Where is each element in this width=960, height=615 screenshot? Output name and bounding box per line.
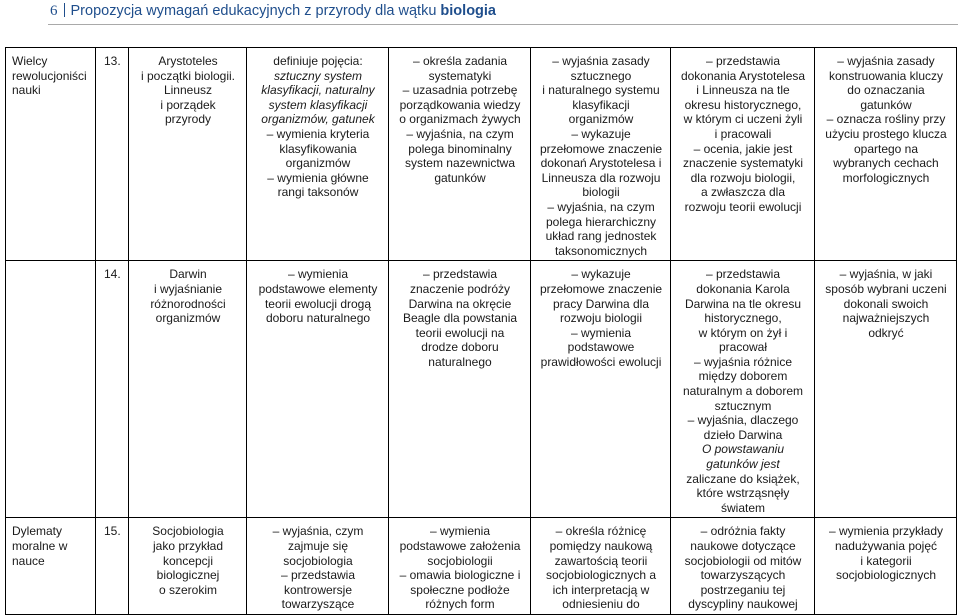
topic-line: Darwin (169, 267, 207, 282)
requirement-line: – wyjaśnia zasady (552, 54, 650, 68)
requirement-line: okresu historycznego, (684, 97, 802, 112)
requirement-line: dokonań Arystotelesa i (540, 156, 662, 171)
requirement-line: społeczne podłoże (410, 582, 510, 597)
lesson-number-cell: 13. (96, 48, 129, 261)
requirement-line: pomiędzy naukową (549, 539, 653, 553)
requirement-line: doboru naturalnego (265, 311, 371, 326)
requirement-line: klasyfikowania (279, 141, 357, 156)
requirements-table (5, 47, 957, 615)
requirement-line: podstawowe założenia (399, 539, 521, 553)
topic-line: przyrody (164, 112, 211, 127)
requirement-line: dzieło Darwina (703, 427, 783, 442)
topic-line: koncepcji (162, 553, 214, 568)
requirement-line: Beagle dla powstania (402, 311, 518, 326)
requirement-line: – wyjaśnia, w jaki (839, 267, 933, 282)
requirement-line: – wyjaśnia, na czym (406, 126, 514, 141)
requirement-line: dokonania Karola (696, 281, 790, 296)
requirement-cell (815, 518, 957, 615)
requirement-line: – przedstawia (705, 267, 781, 282)
requirement-cell (531, 48, 671, 261)
requirement-line: – określa zadania (412, 54, 508, 68)
requirement-line: – wykazuje (571, 267, 631, 282)
requirement-line: sztuczny system (273, 68, 363, 83)
requirement-line: towarzyszących (700, 568, 786, 583)
requirement-line: drodze doboru (421, 340, 499, 355)
requirement-line: Darwina na tle okresu (684, 296, 802, 311)
requirement-line: do oznaczania (847, 83, 925, 98)
requirement-cell (815, 48, 957, 261)
requirement-cell (671, 261, 815, 518)
requirement-line: – przedstawia (280, 568, 356, 583)
requirement-line: organizmów (568, 112, 634, 127)
requirement-line: rozwoju biologii (559, 311, 643, 326)
requirement-line: konstruowania kluczy (828, 68, 944, 83)
requirement-line: przełomowe znaczenie (539, 281, 663, 296)
requirement-line: i pracowali (714, 126, 772, 141)
requirement-line: rangi taksonów (277, 185, 359, 200)
requirement-line: polega binominalny (408, 141, 512, 156)
requirement-line: – odróżnia fakty (700, 524, 786, 539)
requirement-line: dokonania Arystotelesa (680, 68, 806, 83)
requirement-line: – wyjaśnia, na czym (547, 199, 655, 214)
requirement-line: rozwoju teorii ewolucji (684, 199, 802, 214)
requirement-cell (815, 261, 957, 518)
requirement-line: zawartością teorii (554, 553, 648, 568)
requirement-line: znaczenie podróży (409, 281, 511, 296)
requirement-line: socjobiologii od mitów (684, 553, 802, 568)
requirement-line: sposób wybrani uczeni (825, 281, 947, 296)
requirement-line: historycznego, (704, 311, 782, 326)
requirement-line: – określa różnicę (555, 524, 647, 539)
requirement-line: system klasyfikacji (268, 97, 368, 112)
table-row (6, 261, 957, 518)
page-header (50, 3, 496, 20)
requirement-line: zaliczane do książek, (686, 471, 800, 486)
requirement-line: – przedstawia (705, 54, 781, 68)
requirement-line: – wymienia (429, 524, 491, 539)
requirement-line: i naturalnego systemu (542, 83, 660, 98)
requirement-line: przełomowe znaczenie (539, 141, 663, 156)
requirement-line: dokonali swoich (843, 296, 929, 311)
requirement-line: socjobiologii (427, 553, 493, 568)
requirement-line: – wymienia (570, 325, 632, 340)
topic-line: jako przykład (152, 539, 224, 553)
requirement-line: – omawia biologiczne i (399, 568, 521, 583)
requirement-line: – wymienia kryteria (266, 126, 370, 141)
requirement-line: morfologicznych (842, 170, 930, 185)
requirement-line: sztucznym (714, 398, 772, 413)
requirement-cell (389, 261, 531, 518)
requirement-line: układ rang jednostek (545, 229, 657, 244)
requirement-cell (531, 518, 671, 615)
topic-cell (129, 48, 247, 261)
requirement-line: i kategorii (860, 553, 912, 568)
requirement-line: O powstawaniu (701, 442, 785, 457)
requirement-line: o organizmach żywych (399, 112, 521, 127)
requirement-line: klasyfikacji (572, 97, 630, 112)
requirement-cell (247, 48, 389, 261)
requirement-line: ich interpretacją w (552, 582, 650, 597)
topic-line: i początki biologii. (140, 68, 236, 83)
requirement-line: – przedstawia (422, 267, 498, 282)
requirement-line: – wymienia (287, 267, 349, 282)
requirement-line: kontrowersje (283, 582, 353, 597)
requirement-line: Linneusza dla rozwoju (541, 170, 661, 185)
requirement-line: w którym ci uczeni żyli (683, 112, 803, 127)
topic-line: biologicznej (156, 568, 220, 583)
requirement-line: które wstrząsnęły (696, 486, 790, 501)
requirement-line: a zwłaszcza dla (700, 185, 786, 200)
requirement-line: gatunków jest (706, 457, 780, 472)
requirement-line: gatunków (860, 97, 912, 112)
requirement-line: sztucznego (570, 68, 632, 83)
requirement-line: różnych form (425, 597, 495, 612)
lesson-number-cell: 15. (96, 518, 129, 615)
requirement-line: – wyjaśnia zasady (837, 54, 935, 68)
requirement-line: użyciu prostego klucza (825, 126, 947, 141)
requirement-line: prawidłowości ewolucji (540, 354, 662, 369)
requirement-line: i Linneusza na tle (696, 83, 790, 98)
requirement-line: – ocenia, jakie jest (693, 141, 793, 156)
requirement-cell (671, 48, 815, 261)
requirement-line: naturalnego (428, 354, 492, 369)
requirement-line: klasyfikacji, naturalny (261, 83, 375, 98)
requirement-line: postrzeganiu tej (700, 582, 786, 597)
requirement-cell (247, 261, 389, 518)
requirement-line: system nazewnictwa (404, 156, 516, 171)
requirement-line: najważniejszych (842, 311, 930, 326)
requirement-line: nadużywania pojęć (834, 539, 938, 553)
section-cell (6, 261, 96, 518)
requirement-line: naturalnym a doborem (682, 384, 804, 399)
topic-line: Socjobiologia (152, 524, 224, 539)
requirement-line: zajmuje się (287, 539, 349, 553)
requirement-line: organizmów, gatunek (261, 112, 375, 127)
topic-line: organizmów (155, 311, 221, 326)
requirement-cell (247, 518, 389, 615)
topic-line: Linneusz (163, 83, 213, 98)
requirement-line: podstawowe elementy (258, 281, 378, 296)
requirement-cell (531, 261, 671, 518)
requirement-line: – oznacza rośliny przy (826, 112, 946, 127)
requirement-line: pracował (718, 340, 768, 355)
requirement-line: dla rozwoju biologii, (690, 170, 796, 185)
lesson-number-cell: 14. (96, 261, 129, 518)
requirement-line: naukowe dotyczące (690, 539, 796, 553)
requirement-cell (389, 518, 531, 615)
requirement-line: – wykazuje (571, 126, 631, 141)
header-title: Propozycja wymagań edukacyjnych z przyrody dla wątku (70, 3, 441, 19)
requirement-line: socjobiologicznych a (545, 568, 657, 583)
section-cell: Wielcy rewolucjoniści nauki (6, 48, 96, 261)
requirement-line: – wyjaśnia, dlaczego (687, 413, 799, 428)
requirement-line: polega hierarchiczny (545, 214, 657, 229)
requirement-line: odniesieniu do (562, 597, 640, 612)
requirement-line: towarzyszące (281, 597, 355, 612)
table-row (6, 48, 957, 261)
requirement-line: pracy Darwina dla (552, 296, 650, 311)
requirement-line: – wymienia przykłady (828, 524, 944, 539)
requirement-line: w którym on żył i (698, 325, 788, 340)
requirement-line: dyscypliny naukowej (688, 597, 798, 612)
requirement-cell (389, 48, 531, 261)
requirement-line: socjobiologia (283, 553, 353, 568)
requirement-line: wybranych cechach (833, 156, 939, 171)
requirement-line: – uzasadnia potrzebę (402, 83, 518, 98)
topic-cell (129, 518, 247, 615)
requirement-line: gatunków (434, 170, 486, 185)
requirement-line: między doborem (698, 369, 788, 384)
requirement-line: definiuje pojęcia: (273, 54, 363, 68)
requirement-line: porządkowania wiedzy (399, 97, 521, 112)
header-rule (48, 24, 958, 25)
requirement-line: systematyki (428, 68, 492, 83)
requirement-line: – wymienia główne (267, 170, 369, 185)
topic-line: i wyjaśnianie (153, 281, 223, 296)
table-row (6, 518, 957, 615)
requirement-line: teorii ewolucji na (415, 325, 505, 340)
requirement-line: teorii ewolucji drogą (264, 296, 372, 311)
requirement-cell (671, 518, 815, 615)
requirement-line: taksonomicznych (554, 243, 648, 258)
topic-line: Arystoteles (158, 54, 218, 68)
requirement-line: znaczenie systematyki (682, 156, 804, 171)
header-title-bold: biologia (440, 3, 497, 19)
requirement-line: podstawowe (567, 340, 635, 355)
section-cell: Dylematy moralne w nauce (6, 518, 96, 615)
requirement-line: odkryć (868, 325, 904, 340)
topic-line: różnorodności (150, 296, 226, 311)
requirement-line: Darwina na okręcie (408, 296, 512, 311)
page-number: 6 (50, 3, 58, 19)
requirement-line: opartego na (853, 141, 919, 156)
topic-line: i porządek (160, 97, 216, 112)
requirement-line: światem (720, 500, 765, 515)
requirement-line: – wyjaśnia, czym (272, 524, 364, 539)
requirement-line: biologii (582, 185, 620, 200)
requirement-line: – wyjaśnia różnice (693, 354, 793, 369)
topic-cell (129, 261, 247, 518)
topic-line: o szerokim (158, 582, 217, 597)
requirement-line: organizmów (285, 156, 351, 171)
requirement-line: socjobiologicznych (835, 568, 937, 583)
header-separator (64, 3, 65, 17)
